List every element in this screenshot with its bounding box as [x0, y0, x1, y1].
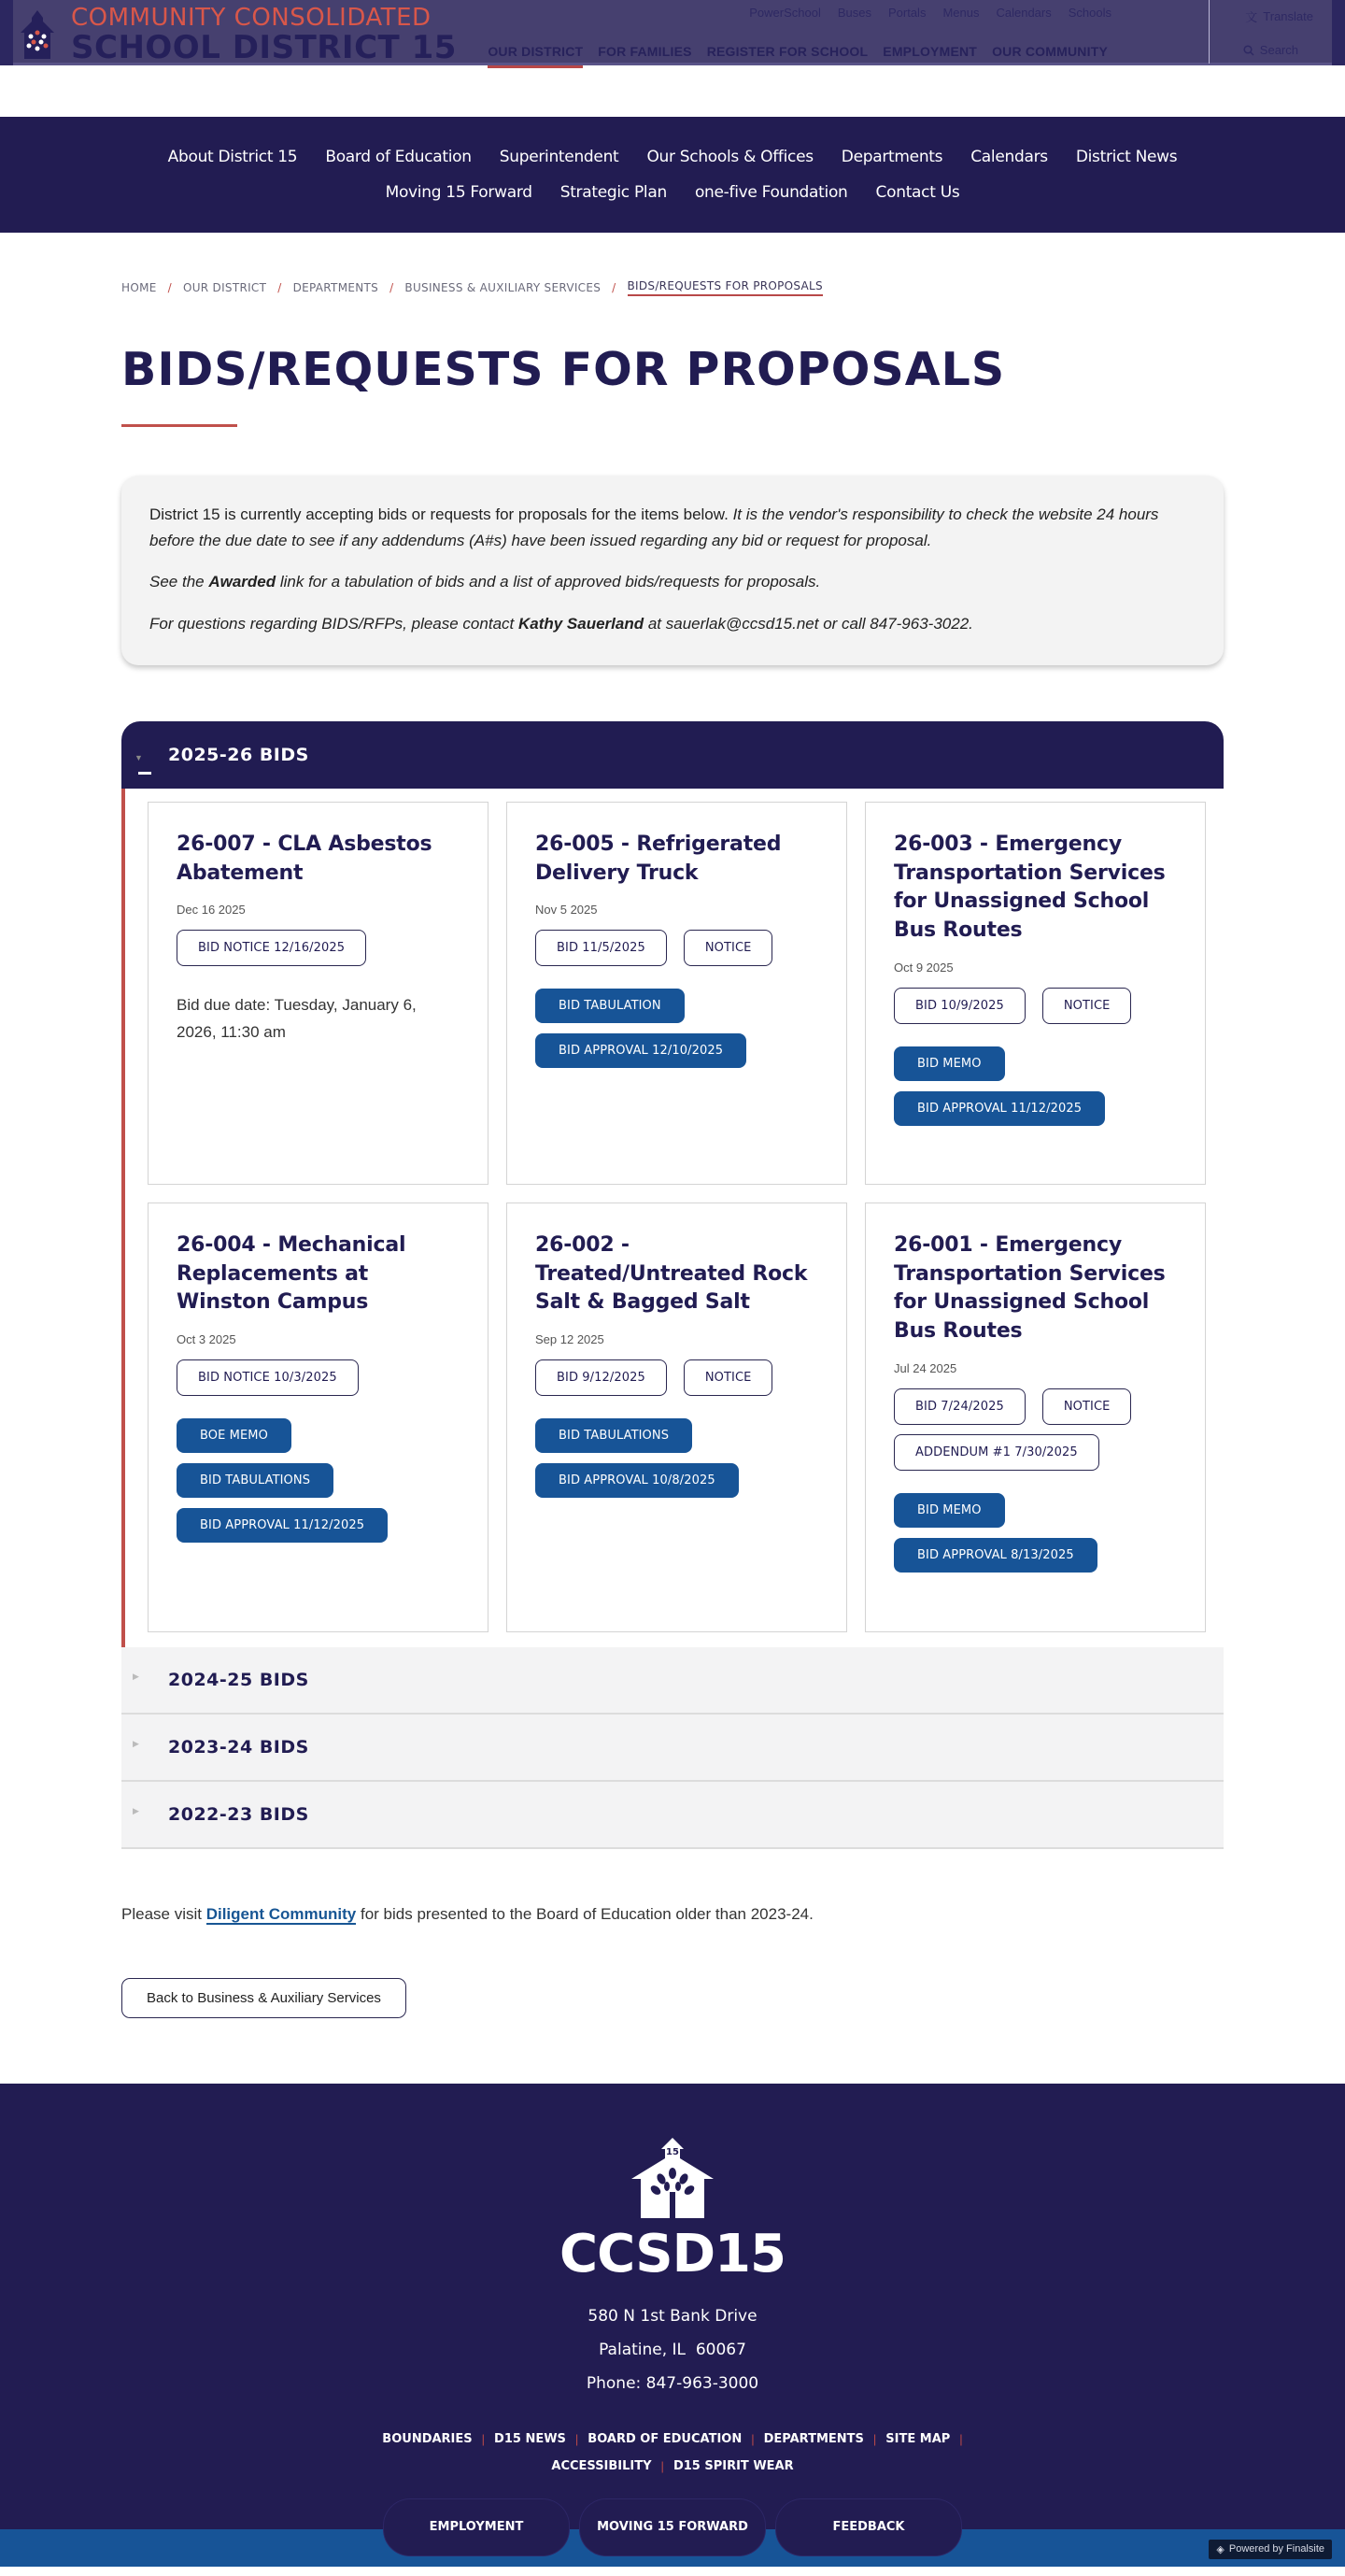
footer-link-spirit-wear[interactable]: D15 SPIRIT WEAR: [672, 2458, 794, 2473]
breadcrumb-home[interactable]: HOME: [121, 281, 157, 294]
footer-cta-group: [0, 2499, 1345, 2555]
search-icon: [1243, 45, 1254, 56]
subnav-contact-us[interactable]: Contact Us: [875, 183, 960, 202]
footer-links-row: [382, 2432, 962, 2446]
note-text: for bids presented to the Board of Education older than 2023-24.: [356, 1904, 814, 1923]
search-button[interactable]: [1243, 43, 1298, 57]
accordion-panel-2025-26: [121, 789, 1224, 1647]
bid-date: Sep 12 2025: [535, 1332, 604, 1347]
subnav-about-district[interactable]: About District 15: [167, 148, 298, 166]
collapse-icon: [138, 772, 151, 775]
bid-card: [148, 802, 488, 1185]
main-content: [121, 279, 1224, 2018]
document-buttons: [894, 988, 1177, 1024]
utility-link-calendars[interactable]: Calendars: [996, 6, 1052, 20]
bid-card: [506, 802, 847, 1185]
footer-link-board[interactable]: BOARD OF EDUCATION: [588, 2431, 743, 2446]
breadcrumb-current: BIDS/REQUESTS FOR PROPOSALS: [628, 279, 823, 296]
bid-approval-button[interactable]: BID APPROVAL 11/12/2025: [894, 1091, 1105, 1126]
utility-nav: [749, 6, 1111, 20]
bid-card: [506, 1203, 847, 1632]
breadcrumb-our-district[interactable]: OUR DISTRICT: [182, 281, 267, 294]
contact-details: at sauerlak@ccsd15.net or call 847-963-3022.: [644, 614, 973, 633]
document-buttons: [177, 1359, 460, 1396]
bid-notice-button[interactable]: BID NOTICE 10/3/2025: [177, 1359, 359, 1396]
translate-label: Translate: [1263, 9, 1313, 23]
link-separator: |: [872, 2431, 877, 2446]
intro-text: link for a tabulation of bids and a list of approved bids/requests for proposals.: [276, 573, 821, 591]
footer-address: [0, 2299, 1345, 2400]
footer-link-boundaries[interactable]: BOUNDARIES: [382, 2431, 473, 2446]
link-separator: |: [959, 2431, 963, 2446]
accordion-header-2022-23[interactable]: [121, 1782, 1224, 1849]
older-bids-note: [121, 1905, 1224, 1924]
subnav-schools-offices[interactable]: Our Schools & Offices: [646, 148, 814, 166]
header-edge: [1332, 0, 1345, 65]
utility-link-powerschool[interactable]: PowerSchool: [749, 6, 821, 20]
subnav-row: [168, 148, 1178, 166]
header-edge: [0, 0, 13, 65]
site-footer: [0, 2084, 1345, 2567]
intro-paragraph-3: [149, 611, 1196, 637]
page-title: BIDS/REQUESTS FOR PROPOSALS: [121, 343, 1006, 396]
bid-title: 26-001 - Emergency Transportation Services for Unassigned School Bus Routes: [894, 1232, 1166, 1344]
bid-memo-button[interactable]: BID MEMO: [894, 1493, 1005, 1528]
footer-brand: CCSD15: [559, 2223, 786, 2284]
main-nav-employment[interactable]: EMPLOYMENT: [883, 44, 978, 59]
result-buttons: [177, 1418, 460, 1543]
result-buttons: [535, 1418, 818, 1498]
svg-text:15: 15: [666, 2146, 679, 2157]
main-nav-our-community[interactable]: OUR COMMUNITY: [992, 44, 1108, 59]
bid-memo-button[interactable]: BID MEMO: [894, 1046, 1005, 1081]
footer-link-d15-news[interactable]: D15 NEWS: [494, 2431, 566, 2446]
bid-document-button[interactable]: BID 7/24/2025: [894, 1388, 1026, 1425]
bid-date: Jul 24 2025: [894, 1361, 957, 1376]
finalsite-icon: ◈: [1216, 2543, 1225, 2555]
accordion-header-2023-24[interactable]: [121, 1715, 1224, 1782]
translate-icon: 文: [1245, 10, 1258, 24]
breadcrumb-separator: /: [277, 281, 282, 294]
contact-name: Kathy Sauerland: [517, 614, 644, 633]
bid-title: 26-002 - Treated/Untreated Rock Salt & Bagged Salt: [535, 1232, 808, 1315]
notice-button[interactable]: NOTICE: [684, 930, 773, 966]
district-logo[interactable]: [17, 6, 457, 64]
header-divider: [1209, 0, 1210, 64]
accordion-header-2025-26[interactable]: [121, 721, 1224, 789]
link-separator: |: [481, 2431, 486, 2446]
bid-tabulations-button[interactable]: BID TABULATIONS: [177, 1463, 333, 1498]
bid-due-date: Bid due date: Tuesday, January 6, 2026, 11:30 am: [177, 996, 417, 1041]
subnav-district-news[interactable]: District News: [1075, 148, 1178, 166]
notice-button[interactable]: NOTICE: [1042, 988, 1132, 1024]
subnav-board-of-education[interactable]: Board of Education: [325, 148, 472, 166]
bid-title: 26-005 - Refrigerated Delivery Truck: [535, 832, 782, 885]
caret-right-icon: ▶: [133, 1805, 139, 1815]
breadcrumb-separator: /: [389, 281, 394, 294]
link-separator: |: [751, 2431, 755, 2446]
utility-link-schools[interactable]: Schools: [1068, 6, 1111, 20]
diligent-community-link[interactable]: Diligent Community: [205, 1904, 357, 1923]
notice-button[interactable]: NOTICE: [684, 1359, 773, 1396]
document-buttons: [535, 930, 818, 966]
utility-link-portals[interactable]: Portals: [887, 6, 927, 20]
result-buttons: [894, 1046, 1177, 1126]
caret-down-icon: ▼: [134, 752, 143, 762]
logo-line2: SCHOOL DISTRICT 15: [71, 29, 457, 66]
breadcrumb-business-services[interactable]: BUSINESS & AUXILIARY SERVICES: [404, 281, 602, 294]
caret-right-icon: ▶: [133, 1738, 139, 1748]
bid-approval-button[interactable]: BID APPROVAL 11/12/2025: [177, 1508, 388, 1543]
bid-card-grid: [148, 802, 1207, 1632]
link-separator: |: [660, 2458, 664, 2473]
bid-document-button[interactable]: BID 9/12/2025: [535, 1359, 667, 1396]
title-underline: [121, 424, 237, 427]
back-to-business-services-button[interactable]: Back to Business & Auxiliary Services: [121, 1978, 406, 2018]
footer-link-departments[interactable]: DEPARTMENTS: [763, 2431, 864, 2446]
logo-line1: COMMUNITY CONSOLIDATED: [71, 4, 432, 32]
moving-15-forward-cta-button[interactable]: MOVING 15 FORWARD: [580, 2499, 765, 2555]
section-subnav: [0, 117, 1345, 233]
intro-text: District 15 is currently accepting bids or requests for proposals for the items below.: [149, 505, 733, 523]
subnav-strategic-plan[interactable]: Strategic Plan: [559, 183, 667, 202]
note-text: Please visit: [121, 1904, 206, 1923]
breadcrumb: [121, 279, 1224, 296]
main-nav-our-district[interactable]: OUR DISTRICT: [488, 44, 584, 59]
subnav-superintendent[interactable]: Superintendent: [499, 148, 619, 166]
bid-date: Dec 16 2025: [177, 903, 246, 918]
subnav-row: [386, 183, 960, 202]
bid-title: 26-007 - CLA Asbestos Abatement: [177, 832, 432, 885]
main-nav: [488, 44, 1108, 59]
bid-card: [865, 1203, 1206, 1632]
bid-card: [148, 1203, 488, 1632]
boe-memo-button[interactable]: BOE MEMO: [177, 1418, 291, 1453]
search-label: Search: [1259, 43, 1298, 57]
address-line-2: Palatine, IL 60067: [599, 2340, 746, 2359]
feedback-cta-button[interactable]: FEEDBACK: [776, 2499, 961, 2555]
footer-link-accessibility[interactable]: ACCESSIBILITY: [551, 2458, 652, 2473]
caret-right-icon: ▶: [133, 1671, 139, 1681]
bid-document-button[interactable]: BID 10/9/2025: [894, 988, 1026, 1024]
bid-tabulations-button[interactable]: BID TABULATIONS: [535, 1418, 692, 1453]
bid-notice-button[interactable]: BID NOTICE 12/16/2025: [177, 930, 366, 966]
bid-approval-button[interactable]: BID APPROVAL 12/10/2025: [535, 1033, 746, 1068]
main-nav-register[interactable]: REGISTER FOR SCHOOL: [706, 44, 869, 59]
translate-button[interactable]: [1245, 7, 1313, 25]
powered-by-finalsite-badge[interactable]: [1209, 2540, 1332, 2559]
breadcrumb-departments[interactable]: DEPARTMENTS: [292, 281, 379, 294]
intro-text: See the: [149, 573, 209, 591]
link-separator: |: [574, 2431, 579, 2446]
bid-approval-button[interactable]: BID APPROVAL 8/13/2025: [894, 1538, 1097, 1573]
employment-cta-button[interactable]: EMPLOYMENT: [384, 2499, 569, 2555]
bid-approval-button[interactable]: BID APPROVAL 10/8/2025: [535, 1463, 739, 1498]
subnav-calendars[interactable]: Calendars: [970, 148, 1048, 166]
footer-link-site-map[interactable]: SITE MAP: [885, 2431, 951, 2446]
bid-date: Oct 9 2025: [894, 961, 954, 975]
intro-paragraph-2: [149, 569, 1196, 595]
intro-italic-text: It is the vendor's responsibility to check the website 24 hours before the due date to see if any addendums (A#s) have been issued regarding any bid or request for proposal.: [149, 505, 1159, 550]
intro-paragraph-1: [149, 502, 1196, 554]
accordion-label: 2022-23 BIDS: [168, 1803, 309, 1825]
bid-card: [865, 802, 1206, 1185]
schoolhouse-tree-icon: [17, 8, 58, 61]
intro-box: [121, 476, 1224, 665]
breadcrumb-separator: /: [167, 281, 172, 294]
notice-button[interactable]: NOTICE: [1042, 1388, 1132, 1425]
main-nav-for-families[interactable]: FOR FAMILIES: [598, 44, 692, 59]
accordion-label: 2025-26 BIDS: [168, 744, 309, 765]
bid-title: 26-003 - Emergency Transportation Services for Unassigned School Bus Routes: [894, 832, 1166, 943]
awarded-label: Awarded: [208, 573, 276, 591]
document-buttons: [177, 930, 460, 966]
footer-links: [0, 2432, 1345, 2473]
bid-document-button[interactable]: BID 11/5/2025: [535, 930, 667, 966]
document-buttons: [894, 1388, 1177, 1471]
schoolhouse-tree-icon: [630, 2136, 715, 2220]
bid-date: Nov 5 2025: [535, 903, 598, 918]
subnav-moving-15-forward[interactable]: Moving 15 Forward: [385, 183, 532, 202]
utility-link-menus[interactable]: Menus: [942, 6, 980, 20]
footer-logo[interactable]: [0, 2084, 1345, 2284]
intro-text: For questions regarding BIDS/RFPs, please contact: [149, 614, 518, 633]
phone-number: Phone: 847-963-3000: [586, 2373, 759, 2393]
addendum-button[interactable]: ADDENDUM #1 7/30/2025: [894, 1434, 1099, 1471]
powered-by-label: Powered by Finalsite: [1228, 2543, 1324, 2555]
breadcrumb-separator: /: [612, 281, 616, 294]
document-buttons: [535, 1359, 818, 1396]
accordion-header-2024-25[interactable]: [121, 1647, 1224, 1715]
bid-date: Oct 3 2025: [177, 1332, 236, 1347]
footer-links-row: [551, 2459, 793, 2473]
bid-title: 26-004 - Mechanical Replacements at Winston Campus: [177, 1232, 406, 1315]
utility-link-buses[interactable]: Buses: [837, 6, 871, 20]
result-buttons: [894, 1493, 1177, 1573]
site-header: [0, 0, 1345, 65]
accordion-label: 2024-25 BIDS: [168, 1669, 309, 1690]
result-buttons: [535, 989, 818, 1068]
subnav-departments[interactable]: Departments: [841, 148, 943, 166]
subnav-one-five-foundation[interactable]: one-five Foundation: [694, 183, 848, 202]
address-line-1: 580 N 1st Bank Drive: [588, 2306, 757, 2326]
bids-accordion: [121, 721, 1224, 1849]
accordion-label: 2023-24 BIDS: [168, 1736, 309, 1758]
bid-tabulation-button[interactable]: BID TABULATION: [535, 989, 685, 1023]
